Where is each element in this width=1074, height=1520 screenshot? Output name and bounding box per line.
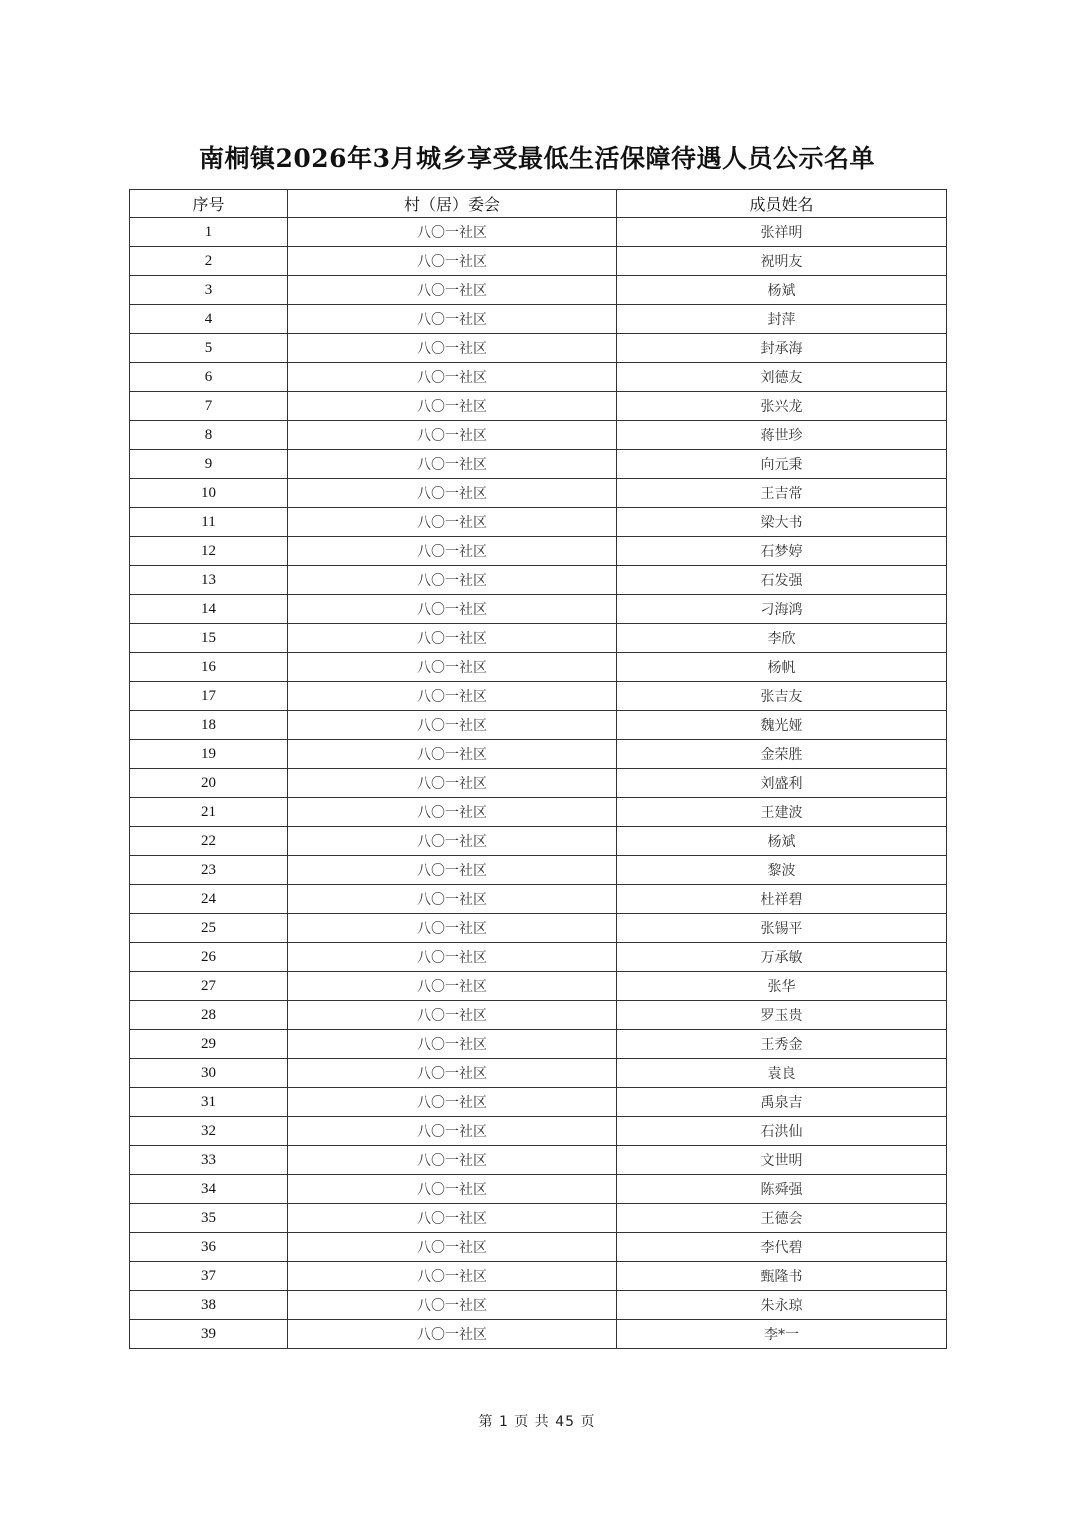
table-header-row bbox=[130, 190, 947, 218]
table-row bbox=[130, 653, 947, 682]
row-member-name: 朱永琼 bbox=[617, 1291, 947, 1320]
table-row bbox=[130, 1320, 947, 1349]
row-index: 20 bbox=[130, 769, 288, 798]
row-member-name: 杜祥碧 bbox=[617, 885, 947, 914]
table-row bbox=[130, 450, 947, 479]
row-community: 八〇一社区 bbox=[288, 1146, 617, 1175]
row-index: 38 bbox=[130, 1291, 288, 1320]
row-index: 6 bbox=[130, 363, 288, 392]
row-index: 34 bbox=[130, 1175, 288, 1204]
row-member-name: 刘德友 bbox=[617, 363, 947, 392]
row-community: 八〇一社区 bbox=[288, 914, 617, 943]
row-index: 8 bbox=[130, 421, 288, 450]
table-row bbox=[130, 1001, 947, 1030]
row-community: 八〇一社区 bbox=[288, 218, 617, 247]
row-community: 八〇一社区 bbox=[288, 566, 617, 595]
row-index: 4 bbox=[130, 305, 288, 334]
row-community: 八〇一社区 bbox=[288, 276, 617, 305]
row-index: 35 bbox=[130, 1204, 288, 1233]
row-community: 八〇一社区 bbox=[288, 508, 617, 537]
table-row bbox=[130, 1291, 947, 1320]
row-index: 28 bbox=[130, 1001, 288, 1030]
row-community: 八〇一社区 bbox=[288, 1088, 617, 1117]
row-member-name: 封萍 bbox=[617, 305, 947, 334]
row-index: 32 bbox=[130, 1117, 288, 1146]
row-member-name: 金荣胜 bbox=[617, 740, 947, 769]
row-index: 21 bbox=[130, 798, 288, 827]
table-row bbox=[130, 972, 947, 1001]
row-index: 26 bbox=[130, 943, 288, 972]
table-row bbox=[130, 1175, 947, 1204]
table-row bbox=[130, 566, 947, 595]
row-community: 八〇一社区 bbox=[288, 421, 617, 450]
row-community: 八〇一社区 bbox=[288, 1233, 617, 1262]
row-index: 39 bbox=[130, 1320, 288, 1349]
table-body bbox=[130, 218, 947, 1349]
row-member-name: 杨斌 bbox=[617, 827, 947, 856]
row-community: 八〇一社区 bbox=[288, 1117, 617, 1146]
row-index: 19 bbox=[130, 740, 288, 769]
row-index: 9 bbox=[130, 450, 288, 479]
row-member-name: 张锡平 bbox=[617, 914, 947, 943]
row-community: 八〇一社区 bbox=[288, 624, 617, 653]
row-member-name: 张吉友 bbox=[617, 682, 947, 711]
row-index: 14 bbox=[130, 595, 288, 624]
table-row bbox=[130, 769, 947, 798]
row-community: 八〇一社区 bbox=[288, 1262, 617, 1291]
row-community: 八〇一社区 bbox=[288, 595, 617, 624]
table-row bbox=[130, 421, 947, 450]
row-index: 18 bbox=[130, 711, 288, 740]
row-member-name: 袁良 bbox=[617, 1059, 947, 1088]
row-community: 八〇一社区 bbox=[288, 1204, 617, 1233]
row-community: 八〇一社区 bbox=[288, 798, 617, 827]
row-community: 八〇一社区 bbox=[288, 1059, 617, 1088]
row-index: 10 bbox=[130, 479, 288, 508]
row-member-name: 李欣 bbox=[617, 624, 947, 653]
row-member-name: 张华 bbox=[617, 972, 947, 1001]
table-row bbox=[130, 1233, 947, 1262]
table-row bbox=[130, 885, 947, 914]
table-row bbox=[130, 1088, 947, 1117]
page-title: 南桐镇2026年3月城乡享受最低生活保障待遇人员公示名单 bbox=[199, 144, 875, 173]
table-row bbox=[130, 1030, 947, 1059]
row-member-name: 祝明友 bbox=[617, 247, 947, 276]
table-row bbox=[130, 1059, 947, 1088]
row-community: 八〇一社区 bbox=[288, 682, 617, 711]
row-member-name: 魏光娅 bbox=[617, 711, 947, 740]
row-community: 八〇一社区 bbox=[288, 856, 617, 885]
table-row bbox=[130, 740, 947, 769]
row-index: 3 bbox=[130, 276, 288, 305]
table-row bbox=[130, 827, 947, 856]
row-member-name: 李*一 bbox=[617, 1320, 947, 1349]
row-index: 36 bbox=[130, 1233, 288, 1262]
header-index: 序号 bbox=[130, 190, 288, 218]
row-member-name: 刘盛利 bbox=[617, 769, 947, 798]
row-member-name: 封承海 bbox=[617, 334, 947, 363]
table-row bbox=[130, 682, 947, 711]
table-row bbox=[130, 508, 947, 537]
table-row bbox=[130, 943, 947, 972]
row-community: 八〇一社区 bbox=[288, 1291, 617, 1320]
row-member-name: 王吉常 bbox=[617, 479, 947, 508]
table-row bbox=[130, 1262, 947, 1291]
row-community: 八〇一社区 bbox=[288, 334, 617, 363]
row-member-name: 李代碧 bbox=[617, 1233, 947, 1262]
row-community: 八〇一社区 bbox=[288, 972, 617, 1001]
row-index: 37 bbox=[130, 1262, 288, 1291]
table-row bbox=[130, 479, 947, 508]
row-member-name: 杨斌 bbox=[617, 276, 947, 305]
row-member-name: 石梦婷 bbox=[617, 537, 947, 566]
row-member-name: 张祥明 bbox=[617, 218, 947, 247]
row-member-name: 黎波 bbox=[617, 856, 947, 885]
row-index: 22 bbox=[130, 827, 288, 856]
row-member-name: 禹泉吉 bbox=[617, 1088, 947, 1117]
table-row bbox=[130, 711, 947, 740]
table-row bbox=[130, 1146, 947, 1175]
row-index: 33 bbox=[130, 1146, 288, 1175]
table-row bbox=[130, 1204, 947, 1233]
row-index: 11 bbox=[130, 508, 288, 537]
row-index: 15 bbox=[130, 624, 288, 653]
row-index: 30 bbox=[130, 1059, 288, 1088]
recipient-table bbox=[129, 189, 947, 1349]
row-community: 八〇一社区 bbox=[288, 1001, 617, 1030]
row-community: 八〇一社区 bbox=[288, 450, 617, 479]
row-index: 7 bbox=[130, 392, 288, 421]
table-row bbox=[130, 798, 947, 827]
row-index: 13 bbox=[130, 566, 288, 595]
row-member-name: 罗玉贵 bbox=[617, 1001, 947, 1030]
table-row bbox=[130, 305, 947, 334]
row-index: 1 bbox=[130, 218, 288, 247]
row-member-name: 王德会 bbox=[617, 1204, 947, 1233]
table-row bbox=[130, 537, 947, 566]
row-index: 24 bbox=[130, 885, 288, 914]
row-index: 5 bbox=[130, 334, 288, 363]
header-member-name: 成员姓名 bbox=[617, 190, 947, 218]
table-row bbox=[130, 595, 947, 624]
row-community: 八〇一社区 bbox=[288, 392, 617, 421]
row-member-name: 梁大书 bbox=[617, 508, 947, 537]
table-row bbox=[130, 392, 947, 421]
table-row bbox=[130, 1117, 947, 1146]
row-member-name: 蒋世珍 bbox=[617, 421, 947, 450]
row-member-name: 王建波 bbox=[617, 798, 947, 827]
row-community: 八〇一社区 bbox=[288, 1320, 617, 1349]
row-community: 八〇一社区 bbox=[288, 827, 617, 856]
row-member-name: 陈舜强 bbox=[617, 1175, 947, 1204]
row-member-name: 甄隆书 bbox=[617, 1262, 947, 1291]
row-member-name: 向元秉 bbox=[617, 450, 947, 479]
row-community: 八〇一社区 bbox=[288, 363, 617, 392]
row-community: 八〇一社区 bbox=[288, 885, 617, 914]
row-index: 25 bbox=[130, 914, 288, 943]
row-community: 八〇一社区 bbox=[288, 305, 617, 334]
row-community: 八〇一社区 bbox=[288, 943, 617, 972]
table-row bbox=[130, 247, 947, 276]
table-row bbox=[130, 334, 947, 363]
row-community: 八〇一社区 bbox=[288, 769, 617, 798]
table-row bbox=[130, 276, 947, 305]
row-index: 31 bbox=[130, 1088, 288, 1117]
row-index: 27 bbox=[130, 972, 288, 1001]
table-row bbox=[130, 914, 947, 943]
row-member-name: 石发强 bbox=[617, 566, 947, 595]
row-community: 八〇一社区 bbox=[288, 740, 617, 769]
row-community: 八〇一社区 bbox=[288, 247, 617, 276]
row-index: 23 bbox=[130, 856, 288, 885]
row-index: 29 bbox=[130, 1030, 288, 1059]
table-row bbox=[130, 363, 947, 392]
row-index: 2 bbox=[130, 247, 288, 276]
row-member-name: 万承敏 bbox=[617, 943, 947, 972]
row-index: 12 bbox=[130, 537, 288, 566]
row-member-name: 石洪仙 bbox=[617, 1117, 947, 1146]
row-member-name: 刁海鸿 bbox=[617, 595, 947, 624]
row-community: 八〇一社区 bbox=[288, 653, 617, 682]
table-row bbox=[130, 856, 947, 885]
table-row bbox=[130, 218, 947, 247]
row-member-name: 张兴龙 bbox=[617, 392, 947, 421]
page-footer: 第 1 页 共 45 页 bbox=[478, 1414, 596, 1430]
row-member-name: 文世明 bbox=[617, 1146, 947, 1175]
table-row bbox=[130, 624, 947, 653]
header-community: 村（居）委会 bbox=[288, 190, 617, 218]
row-member-name: 杨帆 bbox=[617, 653, 947, 682]
row-community: 八〇一社区 bbox=[288, 537, 617, 566]
row-index: 17 bbox=[130, 682, 288, 711]
row-community: 八〇一社区 bbox=[288, 479, 617, 508]
row-community: 八〇一社区 bbox=[288, 1175, 617, 1204]
row-member-name: 王秀金 bbox=[617, 1030, 947, 1059]
row-index: 16 bbox=[130, 653, 288, 682]
row-community: 八〇一社区 bbox=[288, 711, 617, 740]
row-community: 八〇一社区 bbox=[288, 1030, 617, 1059]
